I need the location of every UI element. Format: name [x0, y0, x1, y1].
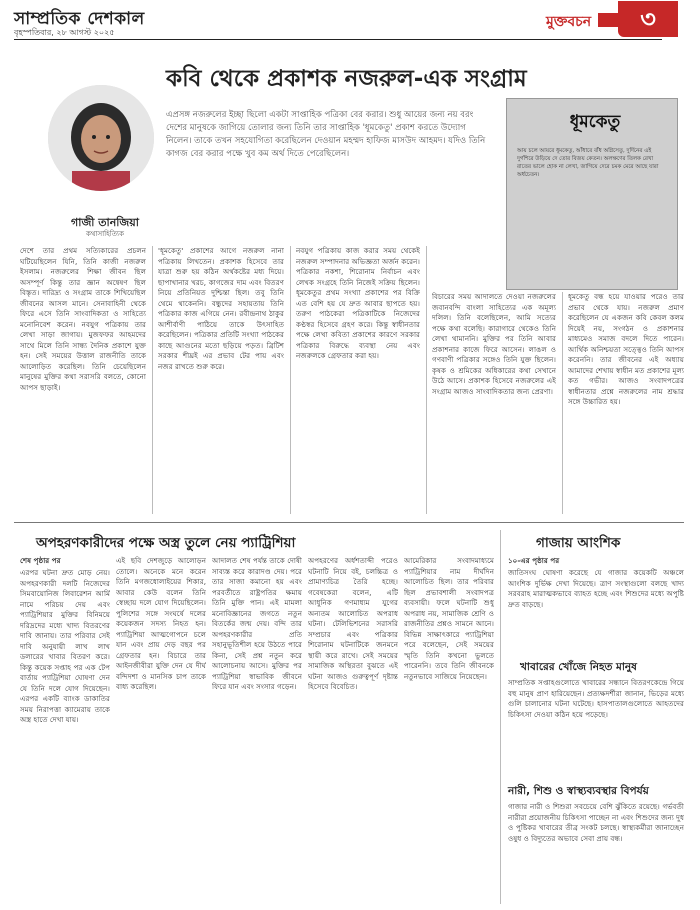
gaza-paragraph-3: গাজার নারী ও শিশুরা সবচেয়ে বেশি ঝুঁকিতে রয়েছে। গর্ভবতী নারীরা প্রয়োজনীয় চিকিৎসা পাচ্ছেন না এবং শিশুদের জন্য দুধ ও পুষ্টিকর খাবারের তীব্র সংকট চলছে। স্বাস্থ্যকর্মীরা জানাচ্ছেন ওষুধ ও বিদ্যুতের অভাবে সেবা প্রায় বন্ধ।: [508, 802, 684, 843]
lead-column-4: বিচারের সময় আদালতে দেওয়া নজরুলের জবানবন্দি বাংলা সাহিত্যের এক অমূল্য দলিল। তিনি বলেছিলেন, আমি সত্যের পক্ষে কথা বলেছি। কারাগারে থেকেও তিনি লেখা থামাননি। মুক্তির পর তিনি আবার প্রকাশনার কাজে ফিরে আসেন। লাঙল ও গণবাণী পত্রিকার সঙ্গেও তিনি যুক্ত ছিলেন। কৃষক ও শ্রমিকের অধিকারের কথা সেখানে উঠে আসে। প্রকাশক হিসেবে নজরুলের এই সংগ্রাম আজও সাংবাদিকতার জন্য প্রেরণা।: [432, 292, 556, 396]
poster-text: আয় চলে আয়রে ধূমকেতু, আঁধারে বাঁধ অগ্নিসেতু, দুর্দিনের এই দুর্গশিরে উড়িয়ে দে তোর বিজয় কেতন। অলক্ষণের তিলক রেখা রাতের ভালে হোক না লেখা, জাগিয়ে দেরে চমক মেরে আছে যারা অর্ধচেতন।: [517, 148, 659, 178]
lead-column-1: দেশে তার প্রথম সত্যিকারের প্রচলন ঘটিয়েছিলেন যিনি, তিনি কাজী নজরুল ইসলাম। নজরুলের শিক্ষা জীবন ছিল অসম্পূর্ণ কিন্তু তার জ্ঞান অন্বেষণ ছিল বিস্তৃত। দারিদ্র্য ও সংগ্রাম তাকে শিখিয়েছিল জীবনের আসল মানে। সেনাবাহিনী থেকে ফিরে এসে তিনি সাংবাদিকতা ও সাহিত্যে মনোনিবেশ করেন। নবযুগ পত্রিকায় তার লেখা সাড়া জাগায়। মুজফফর আহমদের সাথে মিলে তিনি সান্ধ্য দৈনিক প্রকাশে যুক্ত হন। সেই সময়ের উত্তাল রাজনীতি তাকে আলোড়িত করেছিল। তিনি চেয়েছিলেন মানুষের মুক্তির কথা সরাসরি বলতে, কোনো আপস ছাড়াই।: [20, 246, 146, 392]
patricia-column-4: অপহরণের অর্ধশতাব্দী পরেও ঘটনাটি নিয়ে বই, চলচ্চিত্র ও প্রামাণ্যচিত্র তৈরি হচ্ছে। গবেষকেরা বলেন, এটি আধুনিক গণমাধ্যম যুগের অন্যতম আলোচিত অপরাধ ঘটনা। টেলিভিশনের সরাসরি সম্প্রচার এবং পত্রিকার শিরোনাম ঘটনাটিকে জনমনে স্থায়ী করে রাখে। সেই সময়ের সামাজিক অস্থিরতা বুঝতে এই ঘটনা আজও গুরুত্বপূর্ণ দৃষ্টান্ত হিসেবে বিবেচিত।: [308, 556, 398, 691]
page-header: [0, 0, 700, 42]
patricia-headline: অপহরণকারীদের পক্ষে অস্ত্র তুলে নেয় প্যাট্রিশিয়া: [36, 535, 296, 551]
section-divider: [14, 522, 684, 523]
column-divider: [152, 246, 153, 514]
gaza-kicker: ১০-এর পৃষ্ঠার পর: [508, 556, 560, 565]
publication-title: সাম্প্রতিক দেশকাল: [14, 9, 145, 29]
publication-date: বৃহস্পতিবার, ২৮ আগস্ট ২০২৫: [14, 28, 115, 37]
gaza-paragraph-2: সাম্প্রতিক সপ্তাহগুলোতে খাবারের সন্ধানে বিতরণকেন্দ্রে গিয়ে বহু মানুষ প্রাণ হারিয়েছেন। প্রত্যক্ষদর্শীরা জানান, ভিড়ের মধ্যে গুলি চালানোর ঘটনা ঘটেছে। হাসপাতালগুলোতে আহতদের চিকিৎসা দেওয়া কঠিন হয়ে পড়েছে।: [508, 678, 684, 719]
author-name: গাজী তানজিয়া: [71, 216, 139, 229]
dhumketu-poster-image: [506, 98, 678, 290]
patricia-column-1: এরপর ঘটনা দ্রুত মোড় নেয়। অপহরণকারী দলটি নিজেদের সিমবায়োনিজ লিবারেশন আর্মি নামে পরিচয় দেয় এবং প্যাট্রিশিয়ার মুক্তির বিনিময়ে দরিদ্রদের মধ্যে খাদ্য বিতরণের দাবি জানায়। তার পরিবার সেই দাবি অনুযায়ী লাখ লাখ ডলারের খাবার বিতরণ করে। কিন্তু কয়েক সপ্তাহ পর এক টেপ বার্তায় প্যাট্রিশিয়া ঘোষণা দেন যে তিনি দলে যোগ দিয়েছেন। এরপর একটি ব্যাংক ডাকাতির সময় নিরাপত্তা ক্যামেরায় তাকে অস্ত্র হাতে দেখা যায়।: [20, 568, 110, 724]
patricia-kicker: শেষ পৃষ্ঠার পর: [20, 556, 61, 565]
patricia-column-5: আমেরিকার সংবাদমাধ্যমে প্যাট্রিশিয়ার নাম দীর্ঘদিন আলোচিত ছিল। তার পরিবার ছিল প্রভাবশালী সংবাদপত্র ব্যবসায়ী। ফলে ঘটনাটি শুধু অপরাধ নয়, সামাজিক শ্রেণি ও রাজনীতির প্রশ্নও সামনে আনে। বিভিন্ন সাক্ষাৎকারে প্যাট্রিশিয়া পরে বলেছেন, সেই সময়ের স্মৃতি তিনি কখনো ভুলতে পারেননি। তবে তিনি জীবনকে নতুনভাবে সাজিয়ে নিয়েছেন।: [404, 556, 494, 681]
section-accent-bar: [598, 13, 620, 27]
column-divider: [500, 530, 501, 904]
gaza-subhead-2: নারী, শিশু ও স্বাস্থ্যব্যবস্থার বিপর্যয়: [508, 785, 649, 797]
gaza-paragraph-1: জাতিসংঘ ঘোষণা করেছে যে গাজার কয়েকটি অঞ্চলে আংশিক দুর্ভিক্ষ দেখা দিয়েছে। ত্রাণ সংস্থাগুলো বলছে খাদ্য সরবরাহ মারাত্মকভাবে ব্যাহত হচ্ছে এবং শিশুদের মধ্যে অপুষ্টি দ্রুত বাড়ছে।: [508, 568, 684, 609]
lead-headline: কবি থেকে প্রকাশক নজরুল-এক সংগ্রাম: [166, 66, 527, 92]
column-divider: [426, 246, 427, 514]
patricia-column-2: এই ছবি দেশজুড়ে আলোড়ন তোলে। অনেকে মনে করেন তিনি মগজধোলাইয়ের শিকার, আবার কেউ বলেন তিনি স্বেচ্ছায় দলে যোগ দিয়েছিলেন। পুলিশের সঙ্গে সংঘর্ষে দলের কয়েকজন সদস্য নিহত হন। প্যাট্রিশিয়া আত্মগোপনে চলে যান এবং প্রায় দেড় বছর পর গ্রেফতার হন। বিচারে তার আইনজীবীরা যুক্তি দেন যে দীর্ঘ বন্দিদশা ও মানসিক চাপ তাকে বাধ্য করেছিল।: [116, 556, 206, 691]
poster-title: ধূমকেতু: [569, 112, 621, 132]
author-portrait: [48, 85, 154, 191]
column-divider: [290, 246, 291, 514]
gaza-subhead-1: খাবারের খোঁজে নিহত মানুষ: [520, 661, 637, 673]
gaza-headline: গাজায় আংশিক: [536, 535, 621, 551]
section-name: মুক্তবচন: [546, 14, 592, 30]
column-divider: [562, 292, 563, 514]
lead-column-2: 'ধূমকেতু' প্রকাশের আগে নজরুল নানা পত্রিকায় লিখতেন। প্রকাশক হিসেবে তার যাত্রা শুরু হয় কঠিন অর্থকষ্টের মধ্য দিয়ে। ছাপাখানার খরচ, কাগজের দাম এবং বিতরণ নিয়ে প্রতিনিয়ত দুশ্চিন্তা ছিল। তবু তিনি থেমে থাকেননি। বন্ধুদের সহায়তায় তিনি পত্রিকার কাজ এগিয়ে নেন। রবীন্দ্রনাথ ঠাকুর আশীর্বাণী পাঠিয়ে তাকে উৎসাহিত করেছিলেন। পত্রিকার প্রতিটি সংখ্যা পাঠকের কাছে আগুনের মতো ছড়িয়ে পড়ত। ব্রিটিশ সরকার শীঘ্রই এর প্রভাব টের পায় এবং নজর রাখতে শুরু করে।: [158, 246, 284, 371]
header-rule: [14, 39, 662, 40]
lead-column-5: ধূমকেতু বন্ধ হয়ে যাওয়ার পরেও তার প্রভাব থেকে যায়। নজরুল প্রমাণ করেছিলেন যে একজন কবি কেবল কলম দিয়েই নয়, সংগঠন ও প্রকাশনার মাধ্যমেও সমাজ বদলে দিতে পারেন। আর্থিক অনিশ্চয়তা সত্ত্বেও তিনি আপস করেননি। তার জীবনের এই অধ্যায় আমাদের শেখায় স্বাধীন মত প্রকাশের মূল্য কত গভীর। আজও সংবাদপত্রের স্বাধীনতার প্রশ্নে নজরুলের নাম শ্রদ্ধার সঙ্গে উচ্চারিত হয়।: [568, 292, 684, 406]
patricia-column-3: আদালত শেষ পর্যন্ত তাকে দোষী সাব্যস্ত করে কারাদণ্ড দেয়। পরে তার সাজা কমানো হয় এবং পরবর্তীতে রাষ্ট্রপতির ক্ষমায় তিনি মুক্তি পান। এই মামলা মনোবিজ্ঞানের জগতে নতুন বিতর্কের জন্ম দেয়। বন্দি তার অপহরণকারীর প্রতি সহানুভূতিশীল হয়ে উঠতে পারে কিনা, সেই প্রশ্ন নতুন করে আলোচনায় আসে। মুক্তির পর প্যাট্রিশিয়া স্বাভাবিক জীবনে ফিরে যান এবং সংসার গড়েন।: [212, 556, 302, 691]
lead-column-3: নবযুগ পত্রিকায় কাজ করার সময় থেকেই নজরুল সম্পাদনার অভিজ্ঞতা অর্জন করেন। পত্রিকার নকশা, শিরোনাম নির্বাচন এবং লেখক সংগ্রহে তিনি নিজেই সক্রিয় ছিলেন। ধূমকেতুর প্রথম সংখ্যা প্রকাশের পর বিক্রি এত বেশি হয় যে দ্রুত আবার ছাপতে হয়। তরুণ পাঠকেরা পত্রিকাটিকে নিজেদের কণ্ঠস্বর হিসেবে গ্রহণ করে। কিন্তু স্বাধীনতার পক্ষে লেখা কবিতা প্রকাশের কারণে সরকার পত্রিকার বিরুদ্ধে ব্যবস্থা নেয় এবং নজরুলকে গ্রেফতার করা হয়।: [296, 246, 420, 360]
lead-standfirst: এপ্রসঙ্গ নজরুলের ইচ্ছা ছিলো একটা সাপ্তাহিক পত্রিকা বের করার। শুধু আয়ের জন্য নয় বরং দেশের মানুষকে জাগিয়ে তোলার জন্য তিনি তার সাপ্তাহিক 'ধূমকেতু' প্রকাশ করতে উদ্যোগ নিলেন। তাকে তখন সহযোগিতা করেছিলেন দেওয়ান মহম্মদ হাফিজ মাসউদ আহমদ। যদিও তিনি কাগজ বের করার পক্ষে খুব কম অর্থ দিতে পেরেছিলেন।: [166, 110, 486, 159]
page-number: ৩: [618, 1, 678, 37]
author-role: কথাসাহিত্যিক: [86, 230, 124, 238]
